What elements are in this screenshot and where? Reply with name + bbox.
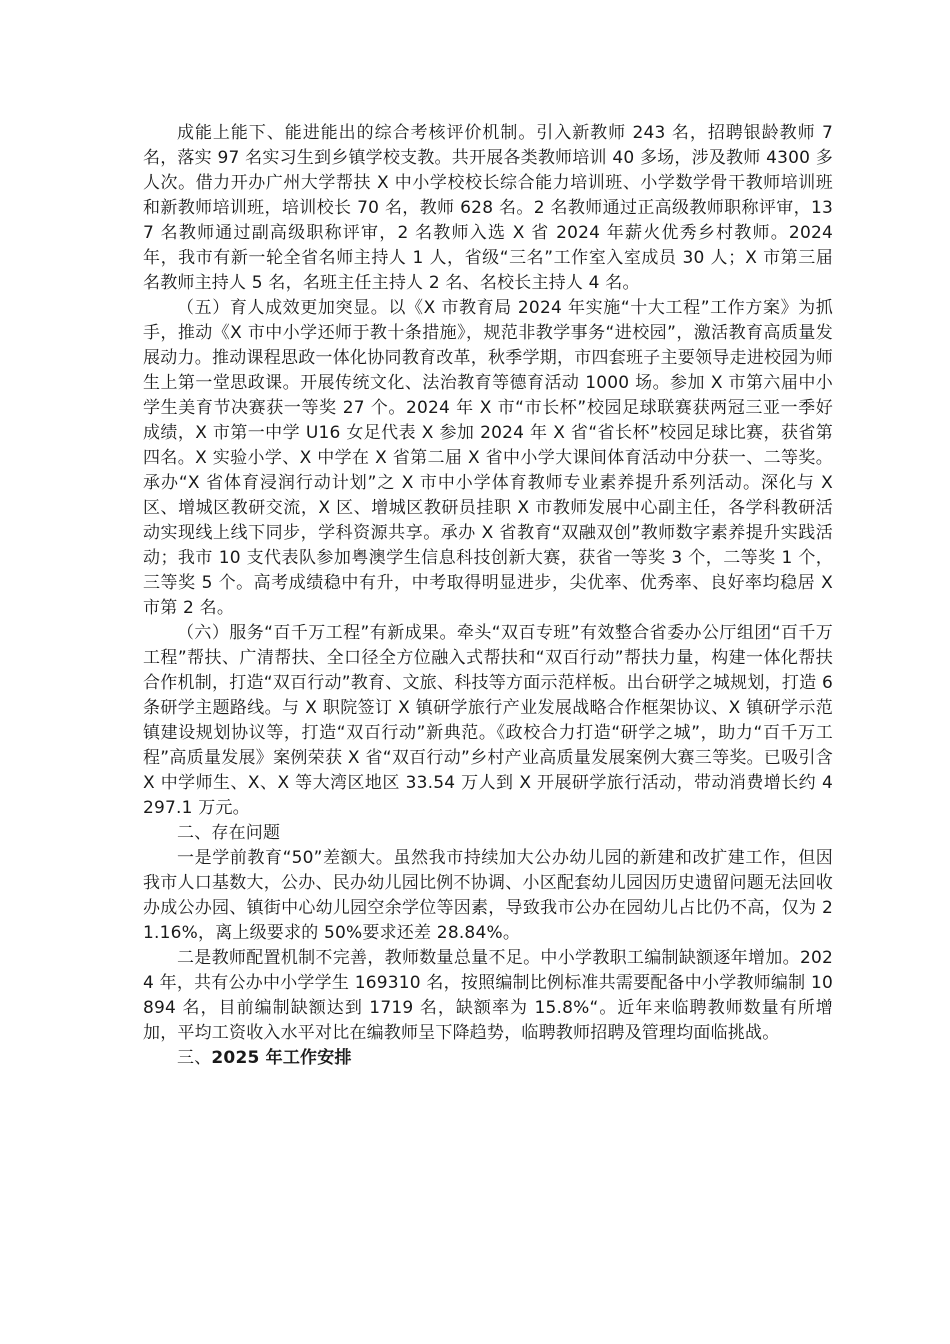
paragraph-teacher-shortage: 二是教师配置机制不完善，教师数量总量不足。中小学教职工编制缺额逐年增加。2024 年，共有公办中小学学生 169310 名，按照编制比例标准共需要配备中小学教师编制 10894 名，目前编制缺额达到 1719 名，缺额率为 15.8%“。近年来临聘教师数量有所增加，平均工资收入水平对比在编教师呈下降趋势，临聘教师招聘及管理均面临挑战。: [143, 948, 833, 1043]
paragraph-rural-revitalization: （六）服务“百千万工程”有新成果。牵头“双百专班”有效整合省委办公厅组团“百千万工程”帮扶、广清帮扶、全口径全方位融入式帮扶和“双百行动”帮扶力量，构建一体化帮扶合作机制，打造“双百行动”教育、文旅、科技等方面示范样板。出台研学之城规划，打造 6 条研学主题路线。与 X 职院签订 X 镇研学旅行产业发展战略合作框架协议、X 镇研学示范镇建设规划协议等，打造“双百行动”新典范。《政校合力打造“研学之城”，助力“百千万工程”高质量发展》案例荣获 X 省“双百行动”乡村产业高质量发展案例大赛三等奖。已吸引含 X 中学师生、X、X 等大湾区地区 33.54 万人到 X 开展研学旅行活动，带动消费增长约 4297.1 万元。: [143, 623, 833, 818]
paragraph-education-outcomes: （五）育人成效更加突显。以《X 市教育局 2024 年实施“十大工程”工作方案》为抓手，推动《X 市中小学还师于教十条措施》，规范非教学事务“进校园”，激活教育高质量发展动力。推动课程思政一体化协同教育改革，秋季学期，市四套班子主要领导走进校园为师生上第一堂思政课。开展传统文化、法治教育等德育活动 1000 场。参加 X 市第六届中小学生美育节决赛获一等奖 27 个。2024 年 X 市“市长杯”校园足球联赛获两冠三亚一季好成绩，X 市第一中学 U16 女足代表 X 参加 2024 年 X 省“省长杯”校园足球比赛，获省第四名。X 实验小学、X 中学在 X 省第二届 X 省中小学大课间体育活动中分获一、二等奖。承办“X 省体育浸润行动计划”之 X 市中小学体育教师专业素养提升系列活动。深化与 X 区、增城区教研交流，X 区、增城区教研员挂职 X 市教师发展中心副主任，各学科教研活动实现线上线下同步，学科资源共享。承办 X 省教育“双融双创”教师数字素养提升实践活动；我市 10 支代表队参加粤澳学生信息科技创新大赛，获省一等奖 3 个，二等奖 1 个，三等奖 5 个。高考成绩稳中有升，中考取得明显进步，尖优率、优秀率、良好率均稳居 X 市第 2 名。: [143, 298, 833, 618]
section-heading-prefix: 三、: [177, 1048, 212, 1068]
section-heading-title: 2025 年工作安排: [211, 1048, 352, 1068]
section-heading-2025-plan: [143, 1046, 833, 1071]
paragraph-teacher-training: 成能上能下、能进能出的综合考核评价机制。引入新教师 243 名，招聘银龄教师 7 名，落实 97 名实习生到乡镇学校支教。共开展各类教师培训 40 多场，涉及教师 4300 多人次。借力开办广州大学帮扶 X 中小学校校长综合能力培训班、小学数学骨干教师培训班和新教师培训班，培训校长 70 名，教师 628 名。2 名教师通过正高级教师职称评审，137 名教师通过副高级职称评审，2 名教师入选 X 省 2024 年薪火优秀乡村教师。2024 年，我市有新一轮全省名师主持人 1 人，省级“三名”工作室入室成员 30 人；X 市第三届名教师主持人 5 名，名班主任主持人 2 名、名校长主持人 4 名。: [143, 123, 833, 293]
section-heading-existing-problems: 二、存在问题: [177, 823, 281, 843]
document-body: [143, 121, 833, 1071]
paragraph-preschool-gap: 一是学前教育“50”差额大。虽然我市持续加大公办幼儿园的新建和改扩建工作，但因我市人口基数大，公办、民办幼儿园比例不协调、小区配套幼儿园因历史遗留问题无法回收办成公办园、镇街中心幼儿园空余学位等因素，导致我市公办在园幼儿占比仍不高，仅为 21.16%，离上级要求的 50%要求还差 28.84%。: [143, 848, 833, 943]
